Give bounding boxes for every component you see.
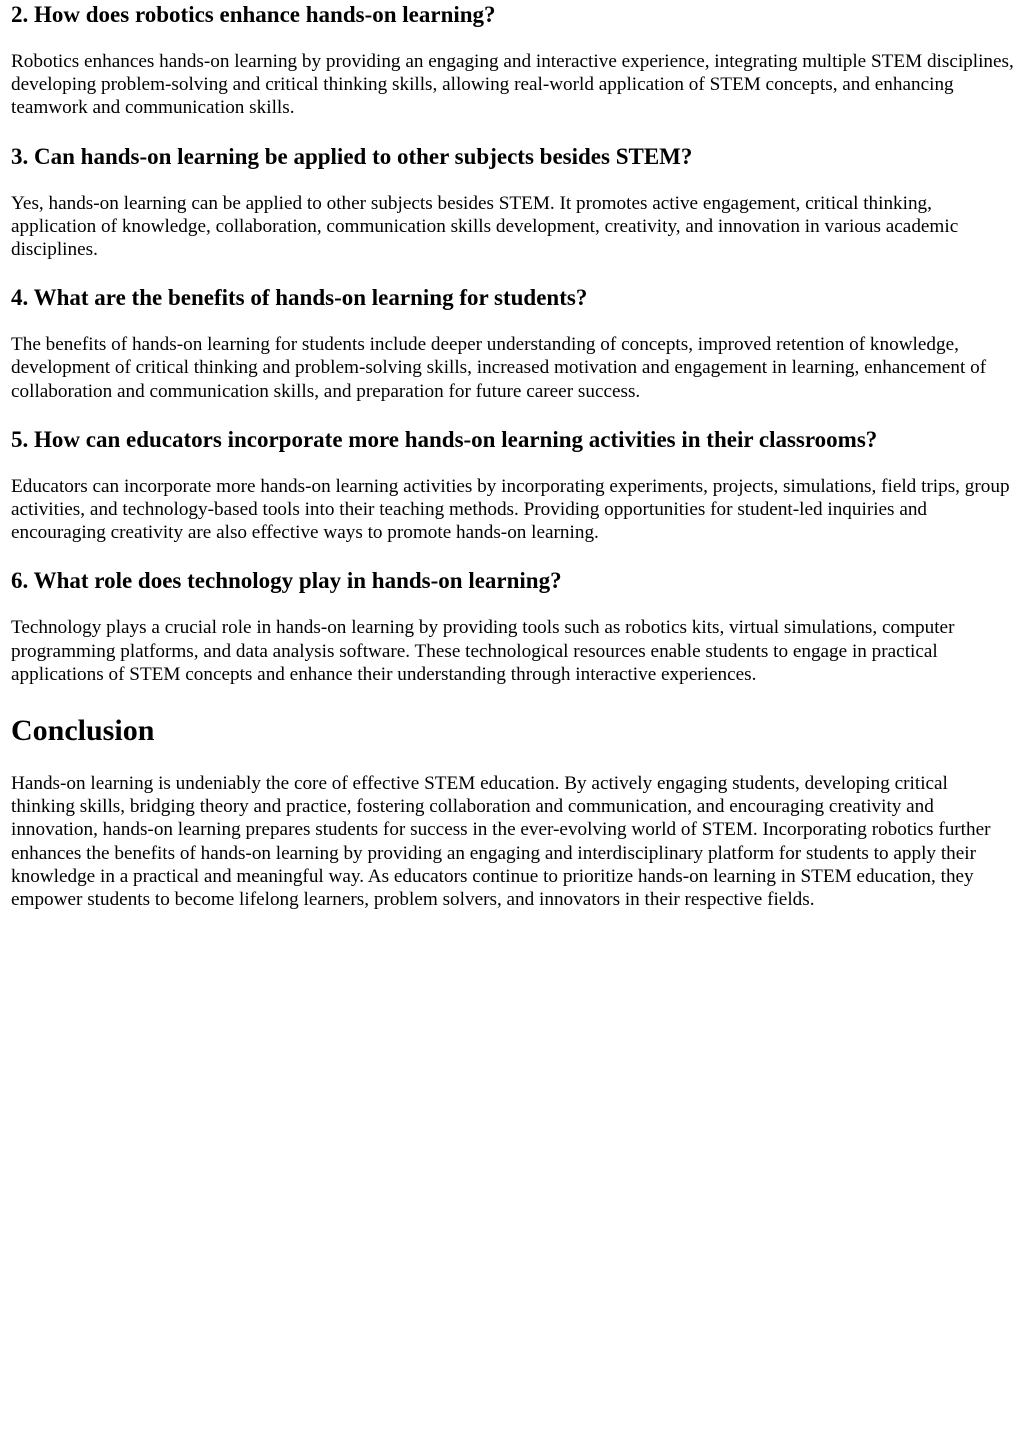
faq-question: 3. Can hands-on learning be applied to other subjects besides STEM? [11, 143, 693, 169]
faq-answer: Technology plays a crucial role in hands-on learning by providing tools such as robotics kits, virtual simulations, computer programming platforms, and data analysis software. These technological resources enable students to engage in practical applications of STEM concepts and enhance their understanding through interactive experiences. [11, 617, 955, 685]
faq-item-5 [11, 425, 1014, 545]
faq-item-4 [11, 283, 1014, 403]
faq-item-2 [11, 0, 1014, 120]
faq-answer: Yes, hands-on learning can be applied to other subjects besides STEM. It promotes active engagement, critical thinking, application of knowledge, collaboration, communication skills development, creativity, and innovation in various academic disciplines. [11, 192, 959, 261]
faq-answer: Educators can incorporate more hands-on learning activities by incorporating experiments, projects, simulations, field trips, group activities, and technology-based tools into their teaching methods. Providing opportunities for student-led inquiries and encouraging creativity are also effective ways to promote hands-on learning. [11, 475, 1010, 544]
faq-question: 5. How can educators incorporate more hands-on learning activities in their classrooms? [11, 426, 878, 452]
conclusion-heading: Conclusion [11, 714, 155, 748]
faq-item-3 [11, 142, 1014, 262]
faq-question: 4. What are the benefits of hands-on learning for students? [11, 285, 588, 311]
faq-item-6 [11, 566, 1014, 686]
faq-answer: Robotics enhances hands-on learning by providing an engaging and interactive experience, integrating multiple STEM disciplines, developing problem-solving and critical thinking skills, allowing real-world application of STEM concepts, and enhancing teamwork and communication skills. [11, 51, 1014, 119]
faq-question: 2. How does robotics enhance hands-on learning? [11, 2, 496, 27]
conclusion-paragraph: Hands-on learning is undeniably the core of effective STEM education. By actively engaging students, developing critical thinking skills, bridging theory and practice, fostering collaboration and communication, and encouraging creativity and innovation, hands-on learning prepares students for success in the ever-evolving world of STEM. Incorporating robotics further enhances the benefits of hands-on learning by providing an engaging and interdisciplinary platform for students to apply their knowledge in a practical and meaningful way. As educators continue to prioritize hands-on learning in STEM education, they empower students to become lifelong learners, problem solvers, and innovators in their respective fields. [11, 773, 991, 911]
faq-question: 6. What role does technology play in hands-on learning? [11, 568, 562, 594]
faq-answer: The benefits of hands-on learning for students include deeper understanding of concepts, improved retention of knowledge, development of critical thinking and problem-solving skills, increased motivation and engagement in learning, enhancement of collaboration and communication skills, and preparation for future career success. [11, 334, 987, 402]
